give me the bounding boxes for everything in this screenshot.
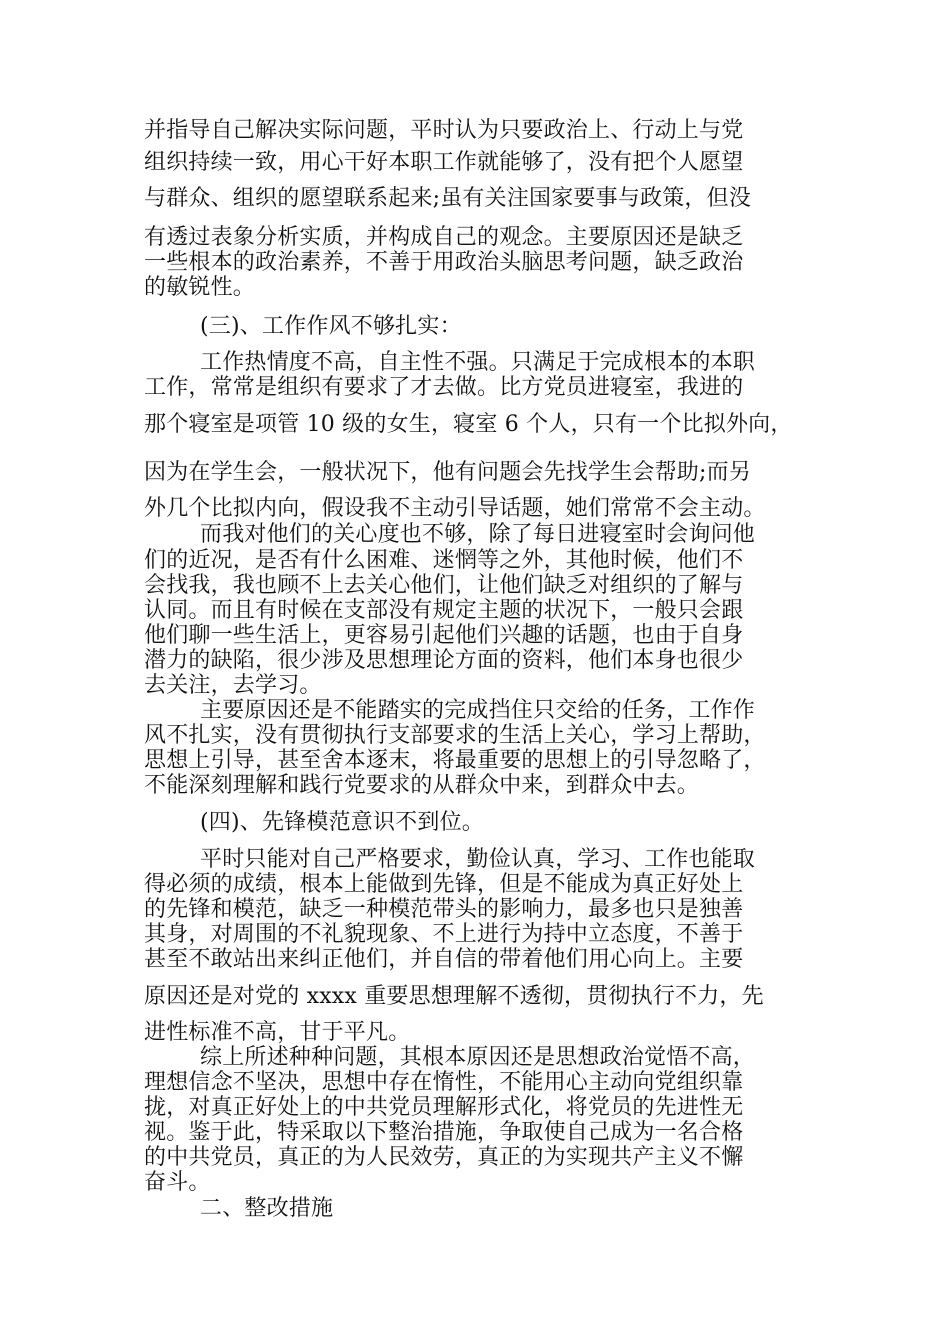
text-line: 甚至不敢站出来纠正他们，并自信的带着他们用心向上。主要	[144, 947, 744, 972]
text-line: 视。鉴于此，特采取以下整治措施，争取使自己成为一名合格	[144, 1120, 744, 1145]
text-line: 潜力的缺陷，很少涉及思想理论方面的资料，他们本身也很少	[144, 648, 744, 673]
text-line: 平时只能对自己严格要求，勤俭认真，学习、工作也能取	[200, 847, 756, 872]
text-line: 那个寝室是项管 10 级的女生，寝室 6 个人，只有一个比拟外向，	[144, 412, 793, 437]
text-line: 得必须的成绩，根本上能做到先锋，但是不能成为真正好处上	[144, 872, 744, 897]
text-line: 拢，对真正好处上的中共党员理解形式化，将党员的先进性无	[144, 1095, 744, 1120]
section-heading-2: 二、整改措施	[200, 1196, 334, 1221]
text-line: 的敏锐性。	[144, 275, 256, 300]
section-heading-4: (四)、先锋模范意识不到位。	[200, 810, 484, 835]
text-line: 奋斗。	[144, 1170, 211, 1195]
text-line: 不能深刻理解和践行党要求的从群众中来，到群众中去。	[144, 773, 700, 798]
text-line: 原因还是对党的 xxxx 重要思想理解不透彻，贯彻执行不力，先	[144, 984, 764, 1009]
text-line: 而我对他们的关心度也不够，除了每日进寝室时会询问他	[200, 522, 756, 547]
text-line: 工作，常常是组织有要求了才去做。比方党员进寝室，我进的	[144, 375, 744, 400]
text-line: 思想上引导，甚至舍本逐末，将最重要的思想上的引导忽略了，	[144, 748, 766, 773]
text-line: 并指导自己解决实际问题，平时认为只要政治上、行动上与党	[144, 118, 744, 143]
text-line: 的中共党员，真正的为人民效劳，真正的为实现共产主义不懈	[144, 1145, 744, 1170]
section-heading-3: (三)、工作作风不够扎实：	[200, 314, 462, 339]
text-line: 有透过表象分析实质，并构成自己的观念。主要原因还是缺乏	[144, 225, 744, 250]
text-line: 认同。而且有时候在支部没有规定主题的状况下，一般只会跟	[144, 598, 744, 623]
text-line: 与群众、组织的愿望联系起来;虽有关注国家要事与政策，但没	[144, 186, 752, 211]
text-line: 工作热情度不高，自主性不强。只满足于完成根本的本职	[200, 350, 756, 375]
text-line: 其身，对周围的不礼貌现象、不上进行为持中立态度，不善于	[144, 922, 744, 947]
text-line: 会找我，我也顾不上去关心他们，让他们缺乏对组织的了解与	[144, 573, 744, 598]
text-line: 外几个比拟内向，假设我不主动引导话题，她们常常不会主动。	[144, 496, 766, 521]
text-line: 他们聊一些生活上，更容易引起他们兴趣的话题，也由于自身	[144, 623, 744, 648]
text-line: 风不扎实，没有贯彻执行支部要求的生活上关心，学习上帮助，	[144, 723, 766, 748]
text-line: 因为在学生会，一般状况下，他有问题会先找学生会帮助;而另	[144, 460, 752, 485]
text-line: 的先锋和模范，缺乏一种模范带头的影响力，最多也只是独善	[144, 897, 744, 922]
text-line: 一些根本的政治素养，不善于用政治头脑思考问题，缺乏政治	[144, 250, 744, 275]
text-line: 去关注，去学习。	[144, 673, 322, 698]
text-line: 理想信念不坚决，思想中存在惰性，不能用心主动向党组织靠	[144, 1070, 744, 1095]
text-line: 综上所述种种问题，其根本原因还是思想政治觉悟不高，	[200, 1045, 756, 1070]
text-line: 组织持续一致，用心干好本职工作就能够了，没有把个人愿望	[144, 150, 744, 175]
text-line: 主要原因还是不能踏实的完成挡住只交给的任务，工作作	[200, 698, 756, 723]
text-line: 进性标准不高，甘于平凡。	[144, 1020, 411, 1045]
text-line: 们的近况，是否有什么困难、迷惘等之外，其他时候，他们不	[144, 548, 744, 573]
